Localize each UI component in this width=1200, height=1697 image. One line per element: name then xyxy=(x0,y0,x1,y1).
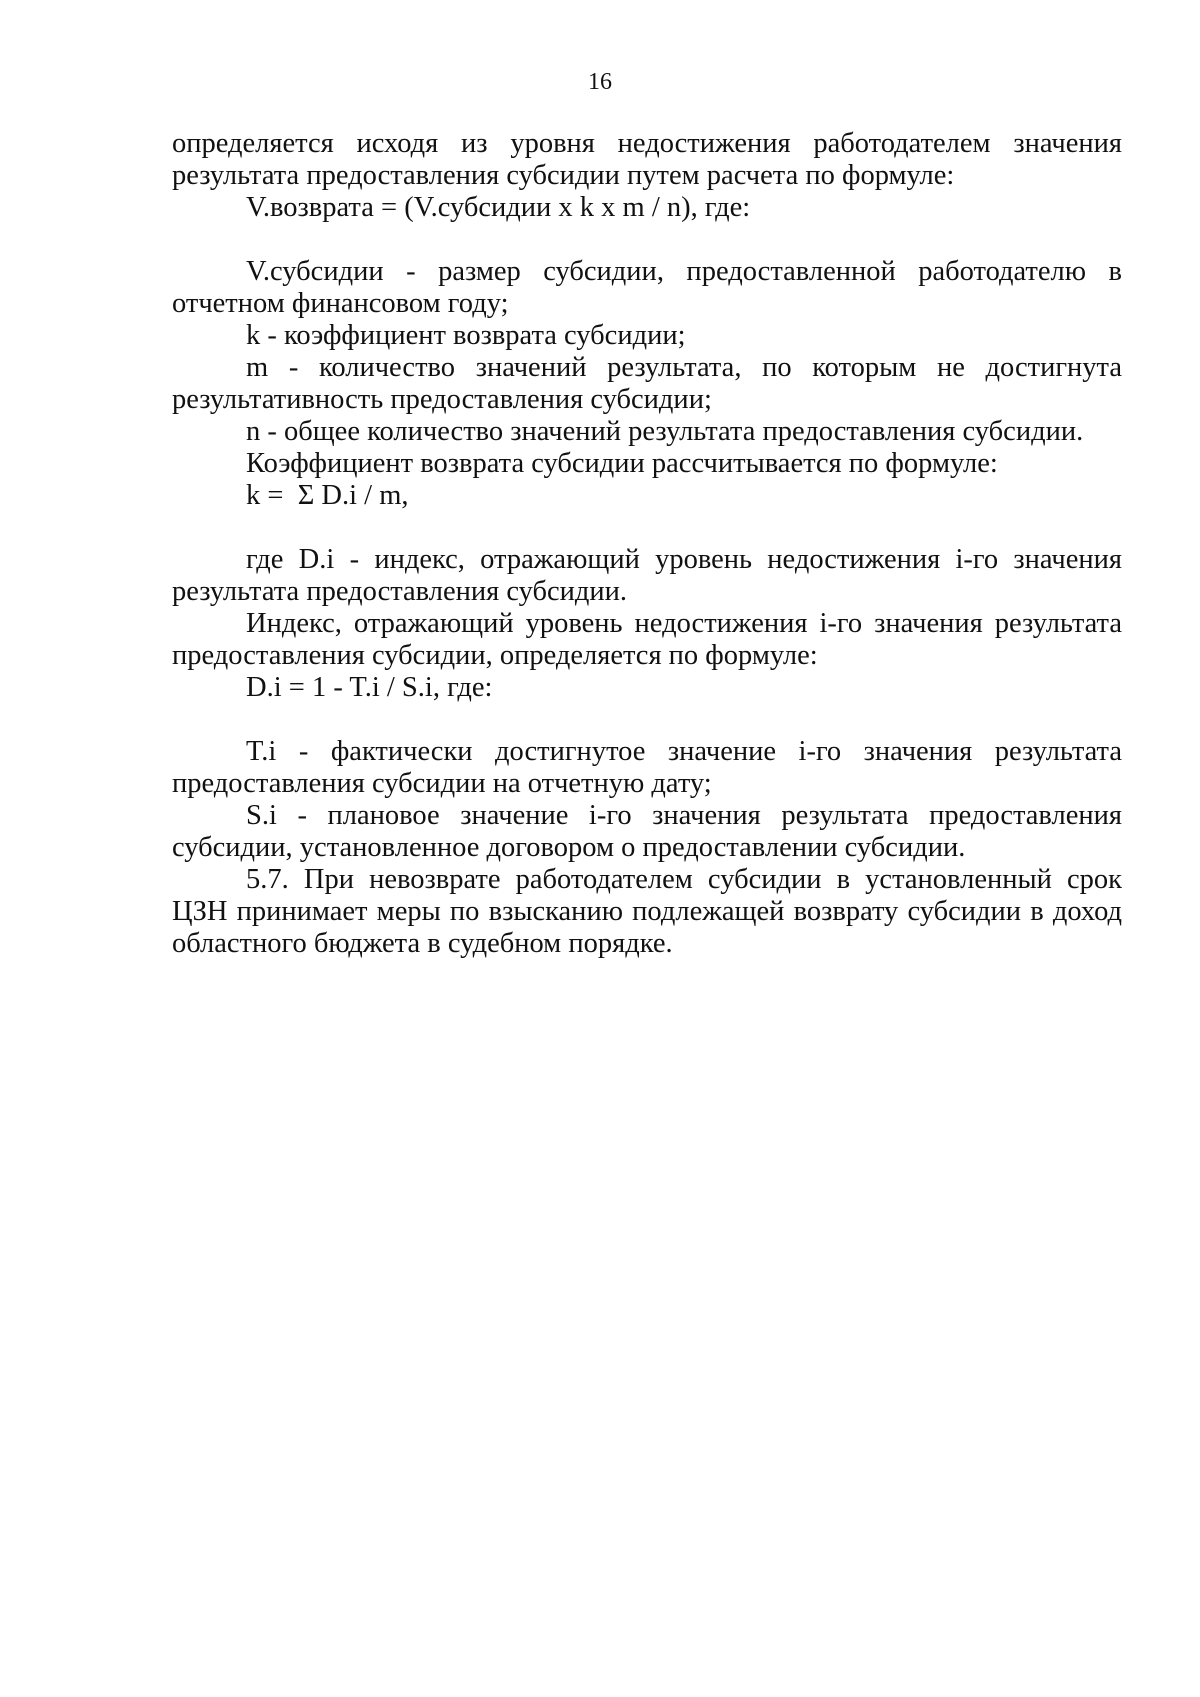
page-number: 16 xyxy=(588,69,612,95)
paragraph-intro: определяется исходя из уровня недостижения работодателем значения результата предоставления субсидии путем расчета по формуле: xyxy=(172,128,1122,191)
paragraph-k-definition: k - коэффициент возврата субсидии; xyxy=(246,320,686,351)
paragraph-di-formula-intro: Индекс, отражающий уровень недостижения i-го значения результата предоставления субсидии, определяется по формуле: xyxy=(172,608,1122,671)
paragraph-k-formula-intro: Коэффициент возврата субсидии рассчитывается по формуле: xyxy=(246,448,998,479)
formula-return-coefficient: k = Σ D.i / m, xyxy=(246,480,409,511)
paragraph-di-definition: где D.i - индекс, отражающий уровень недостижения i-го значения результата предоставления субсидии. xyxy=(172,544,1122,607)
paragraph-ti-definition: T.i - фактически достигнутое значение i-го значения результата предоставления субсидии на отчетную дату; xyxy=(172,736,1122,799)
formula-return-volume: V.возврата = (V.субсидии x k x m / n), где: xyxy=(246,192,751,223)
paragraph-m-definition: m - количество значений результата, по которым не достигнута результативность предоставления субсидии; xyxy=(172,352,1122,415)
paragraph-si-definition: S.i - плановое значение i-го значения результата предоставления субсидии, установленное договором о предоставлении субсидии. xyxy=(172,800,1122,863)
paragraph-subsidy-volume-definition: V.субсидии - размер субсидии, предоставленной работодателю в отчетном финансовом году; xyxy=(172,256,1122,319)
document-body xyxy=(172,128,1122,960)
paragraph-5-7: 5.7. При невозврате работодателем субсидии в установленный срок ЦЗН принимает меры по взысканию подлежащей возврату субсидии в доход областного бюджета в судебном порядке. xyxy=(172,864,1122,959)
formula-index: D.i = 1 - T.i / S.i, где: xyxy=(246,672,493,703)
paragraph-n-definition: n - общее количество значений результата предоставления субсидии. xyxy=(246,416,1084,447)
